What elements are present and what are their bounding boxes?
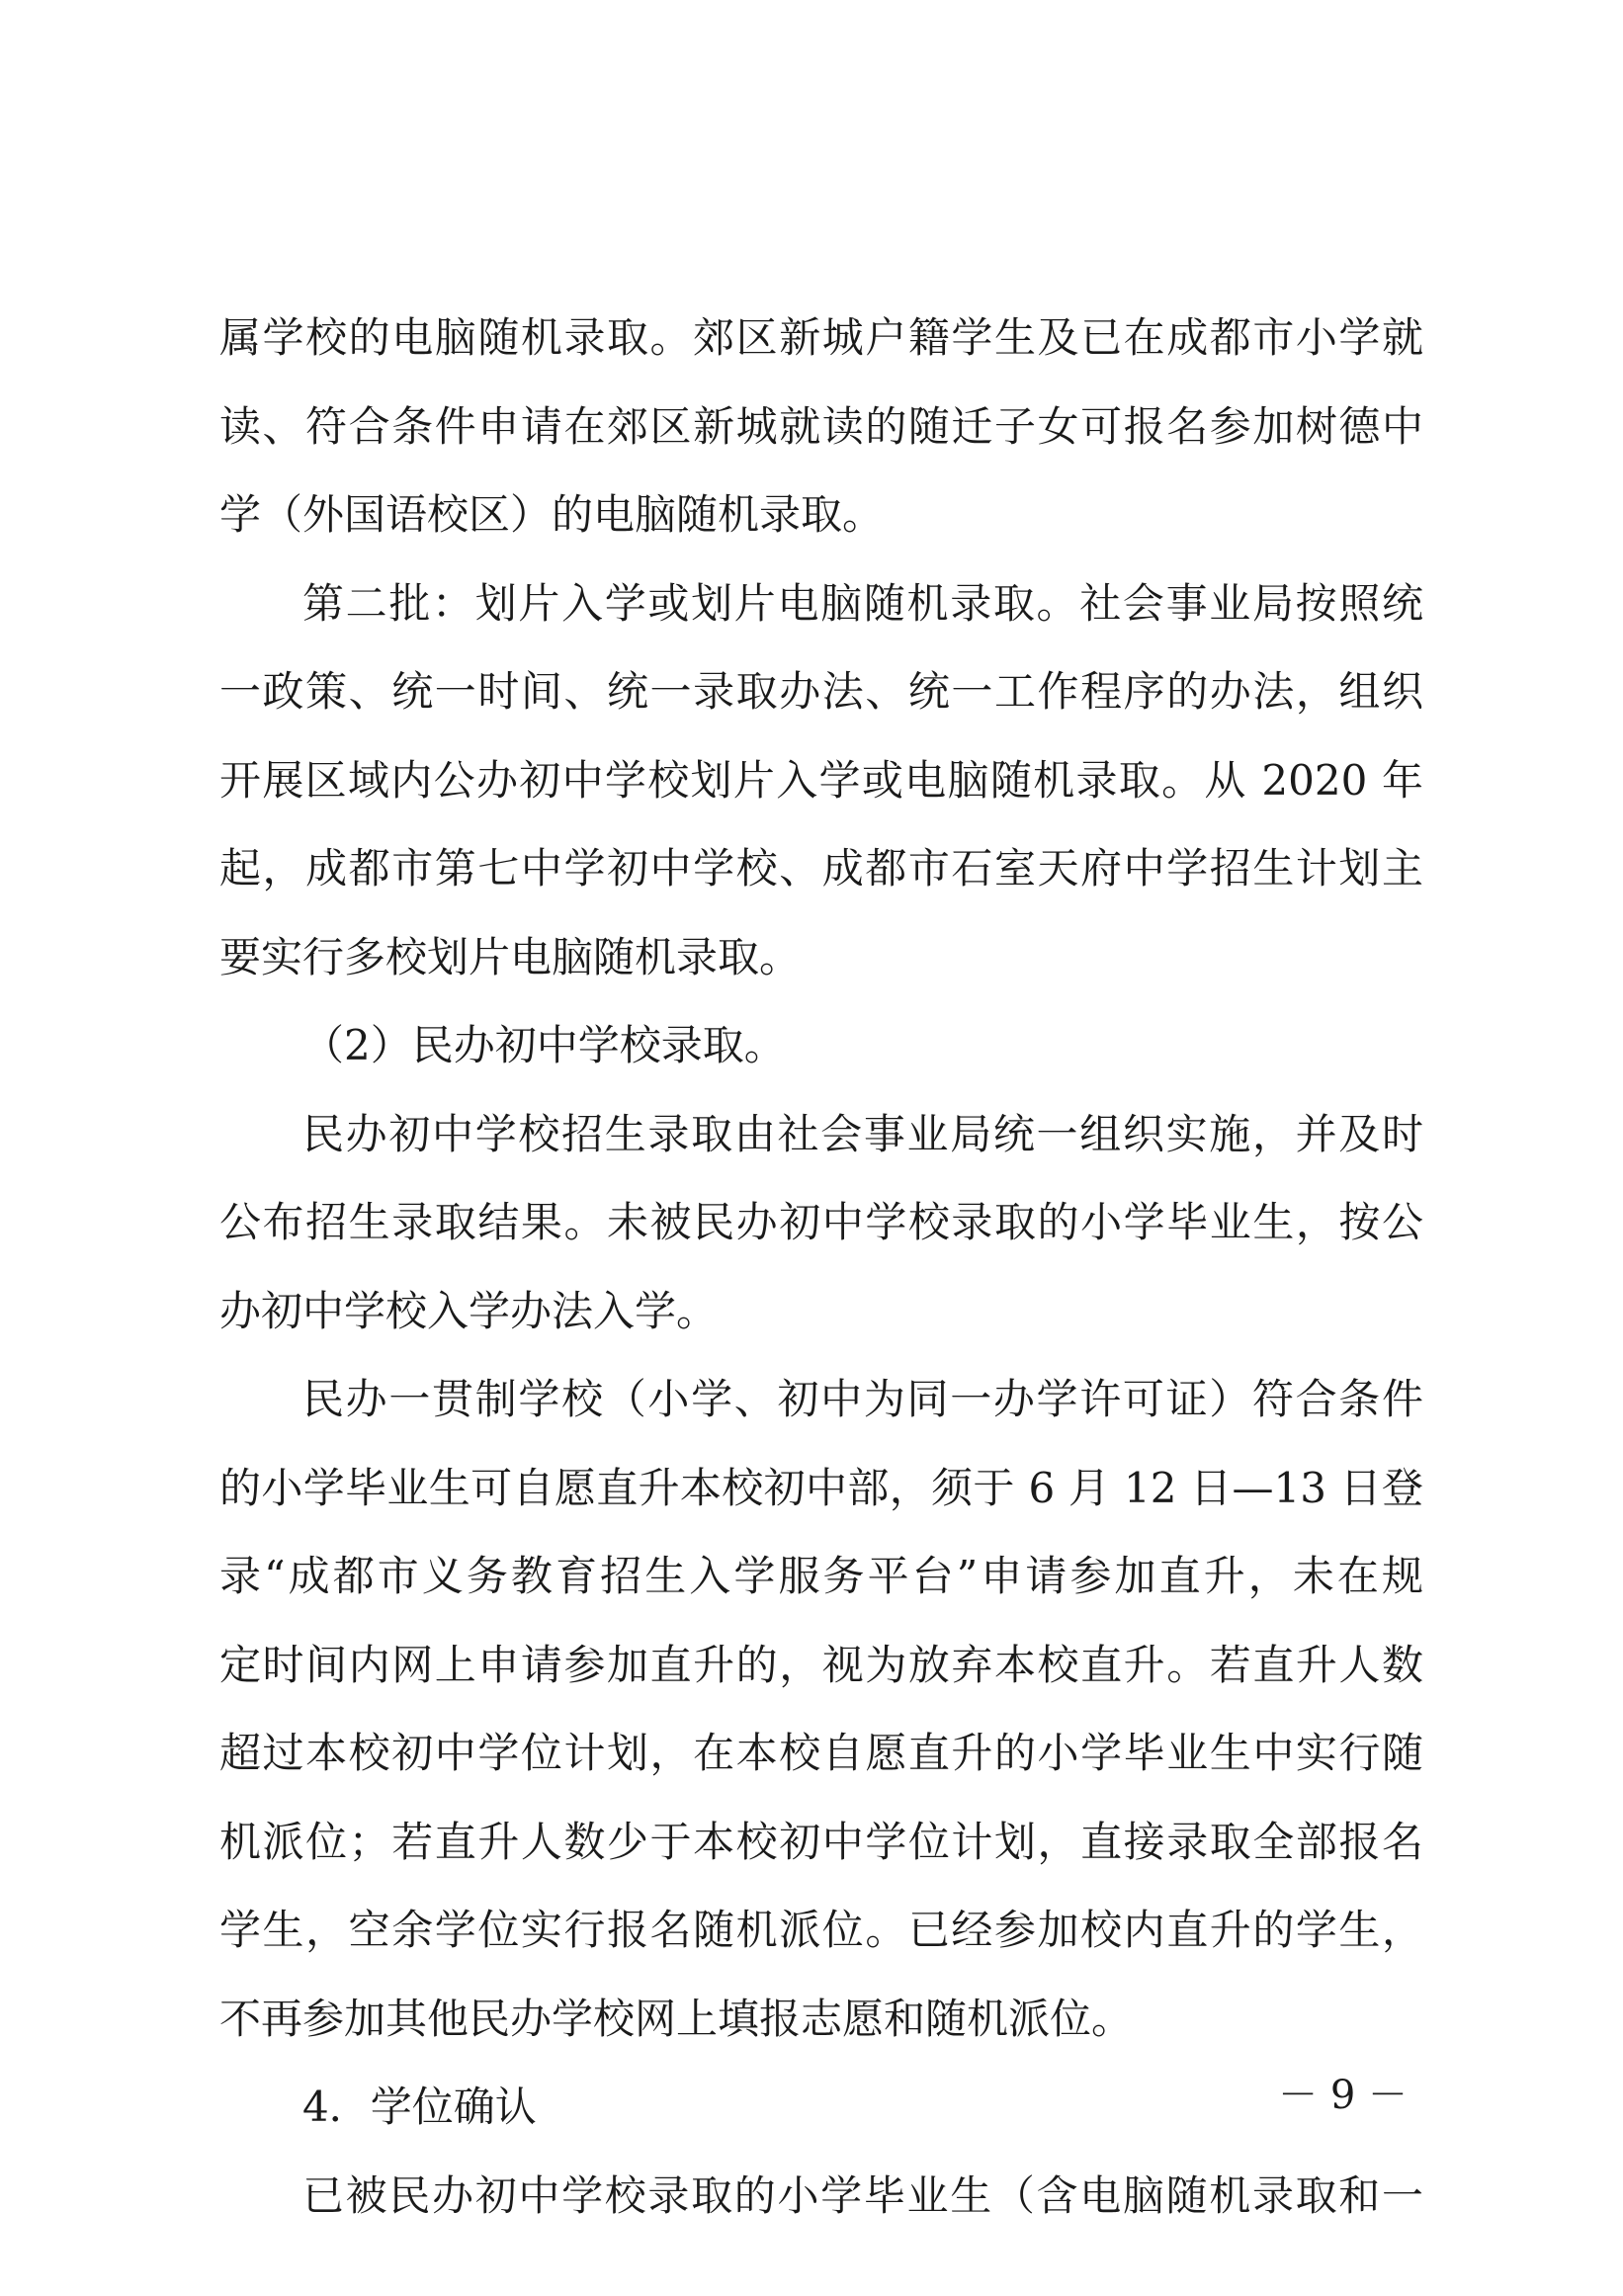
text-line: 一政策、统一时间、统一录取办法、统一工作程序的办法，组织 xyxy=(219,667,1423,716)
text-line: 定时间内网上申请参加直升的，视为放弃本校直升。若直升人数 xyxy=(219,1640,1423,1689)
text-line: 第二批：划片入学或划片电脑随机录取。社会事业局按照统 xyxy=(302,578,1423,628)
text-line: 学（外国语校区）的电脑随机录取。 xyxy=(219,490,885,539)
text-line: 机派位；若直升人数少于本校初中学位计划，直接录取全部报名 xyxy=(219,1817,1423,1866)
page-number: － 9 － xyxy=(1278,2073,1408,2118)
text-line: （2）民办初中学校录取。 xyxy=(302,1021,786,1069)
text-line: 读、符合条件申请在郊区新城就读的随迁子女可报名参加树德中 xyxy=(219,401,1423,451)
text-line: 民办一贯制学校（小学、初中为同一办学许可证）符合条件 xyxy=(302,1375,1423,1423)
text-line: 的小学毕业生可自愿直升本校初中部，须于 6 月 12 日—13 日登 xyxy=(219,1463,1423,1512)
text-line: 公布招生录取结果。未被民办初中学校录取的小学毕业生，按公 xyxy=(219,1198,1423,1246)
text-line: 录“成都市义务教育招生入学服务平台”申请参加直升，未在规 xyxy=(219,1552,1423,1600)
text-line: 超过本校初中学位计划，在本校自愿直升的小学毕业生中实行随 xyxy=(219,1729,1423,1777)
text-line: 民办初中学校招生录取由社会事业局统一组织实施，并及时 xyxy=(302,1109,1423,1158)
text-line: 不再参加其他民办学校网上填报志愿和随机派位。 xyxy=(219,1994,1134,2043)
text-line: 要实行多校划片电脑随机录取。 xyxy=(219,932,802,981)
text-line: 已被民办初中学校录取的小学毕业生（含电脑随机录取和一 xyxy=(302,2170,1423,2220)
document-body xyxy=(219,294,1423,2240)
text-line: 办初中学校入学办法入学。 xyxy=(219,1286,719,1335)
text-line: 学生，空余学位实行报名随机派位。已经参加校内直升的学生， xyxy=(219,1906,1423,1954)
text-line: 属学校的电脑随机录取。郊区新城户籍学生及已在成都市小学就 xyxy=(219,313,1423,362)
text-line: 开展区域内公办初中学校划片入学或电脑随机录取。从 2020 年 xyxy=(219,755,1423,805)
text-line: 4．学位确认 xyxy=(302,2083,537,2131)
text-line: 起，成都市第七中学初中学校、成都市石室天府中学招生计划主 xyxy=(219,844,1423,893)
